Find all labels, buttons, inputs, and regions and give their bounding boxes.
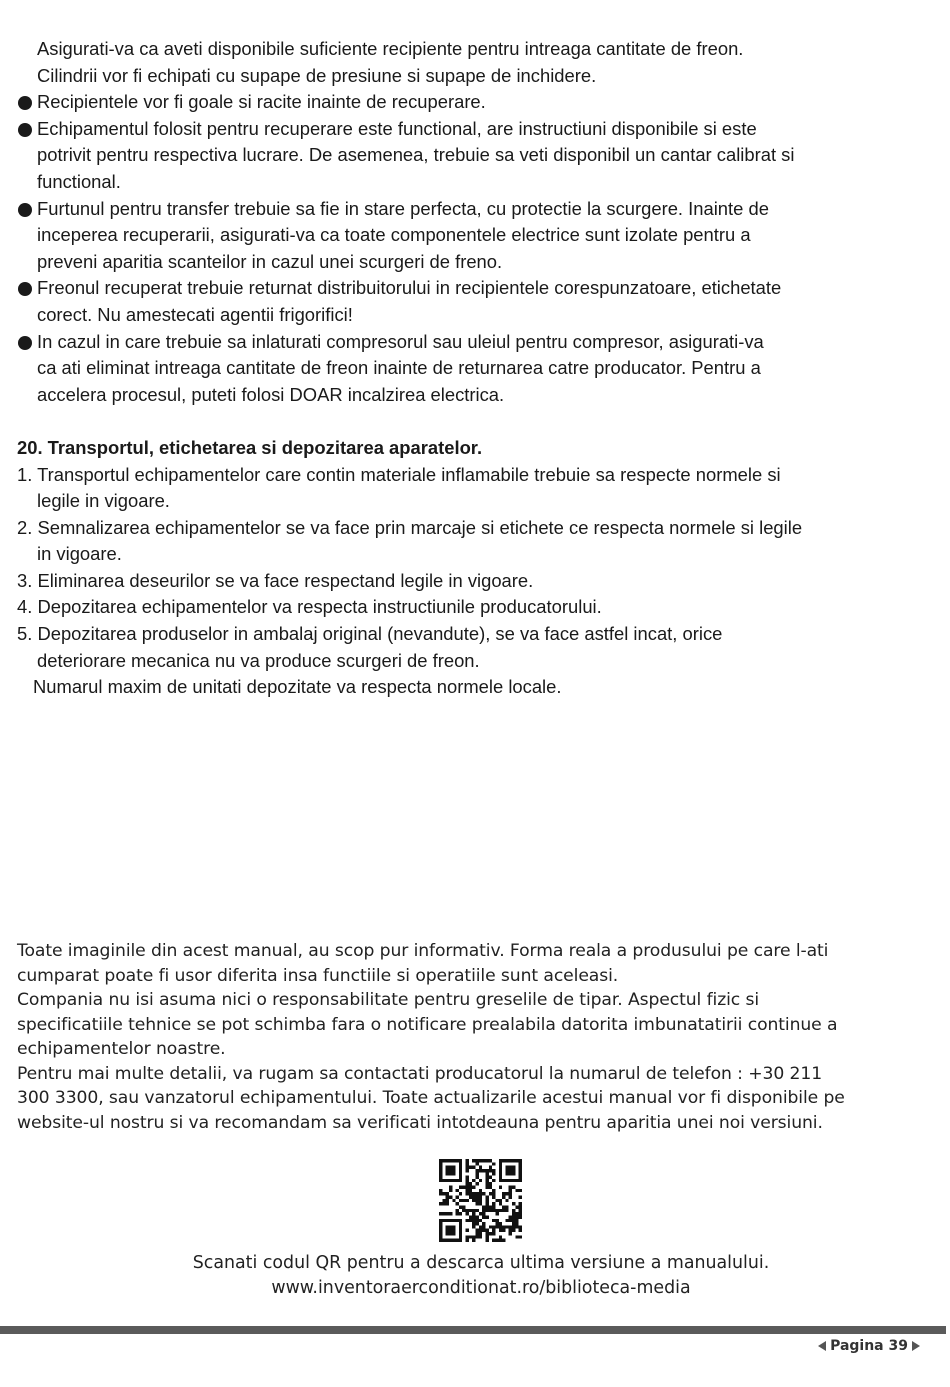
- intro-line: Asigurati-va ca aveti disponibile suficiente recipiente pentru intreaga cantitate de freon.: [37, 38, 744, 59]
- notice-line: cumparat poate fi usor diferita insa functiile si operatiile sunt aceleasi.: [17, 965, 619, 986]
- body-text: [17, 36, 927, 701]
- bullet-icon: [18, 203, 32, 217]
- qr-scan-text: Scanati codul QR pentru a descarca ultima versiune a manualului.: [192, 1253, 770, 1273]
- numbered-line: 1. Transportul echipamentelor care contin materiale inflamabile trebuie sa respecte normele si: [17, 463, 781, 485]
- bullet-item: [17, 116, 927, 196]
- bullet-line: preveni aparitia scanteilor in cazul unei scurgeri de freno.: [37, 250, 503, 272]
- bullet-line: In cazul in care trebuie sa inlaturati compresorul sau uleiul pentru compresor, asigurati-va: [37, 330, 764, 352]
- notice-line: Toate imaginile din acest manual, au scop pur informativ. Forma reala a produsului pe care l-ati: [17, 941, 829, 961]
- bullet-line: functional.: [37, 170, 121, 192]
- numbered-line: deteriorare mecanica nu va produce scurgeri de freon.: [37, 649, 480, 671]
- bullet-line: Furtunul pentru transfer trebuie sa fie in stare perfecta, cu protectie la scurgere. Inainte de: [37, 197, 769, 219]
- page-number: Pagina 39: [830, 1338, 908, 1354]
- intro-lines: [17, 36, 927, 89]
- numbered-item: [17, 594, 927, 621]
- notice-line: Pentru mai multe detalii, va rugam sa contactati producatorul la numarul de telefon : +30 211: [17, 1063, 823, 1084]
- qr-code-icon[interactable]: [439, 1159, 522, 1242]
- bullet-line: Recipientele vor fi goale si racite inainte de recuperare.: [37, 91, 486, 113]
- qr-url-link[interactable]: www.inventoraerconditionat.ro/biblioteca-media: [271, 1277, 691, 1298]
- previous-page-icon[interactable]: [818, 1341, 826, 1351]
- numbered-line: 4. Depozitarea echipamentelor va respecta instructiunile producatorului.: [17, 596, 602, 618]
- page-indicator: [818, 1336, 920, 1356]
- qr-caption: [0, 1251, 950, 1300]
- bullet-icon: [18, 336, 32, 350]
- next-page-icon[interactable]: [912, 1341, 920, 1351]
- disclaimer-notice: [17, 939, 947, 1135]
- numbered-item: [17, 568, 927, 595]
- bullet-item: [17, 196, 927, 276]
- bullet-line: Echipamentul folosit pentru recuperare este functional, are instructiuni disponibile si este: [37, 117, 757, 139]
- footer-rule: [0, 1326, 946, 1334]
- bullet-item: [17, 329, 927, 409]
- bullet-icon: [18, 282, 32, 296]
- intro-line: Cilindrii vor fi echipati cu supape de presiune si supape de inchidere.: [37, 64, 597, 86]
- numbered-line: 3. Eliminarea deseurilor se va face respectand legile in vigoare.: [17, 569, 534, 591]
- notice-line: website-ul nostru si va recomandam sa verificati intotdeauna pentru aparitia unei noi versiuni.: [17, 1112, 823, 1133]
- notice-line: Compania nu isi asuma nici o responsabilitate pentru greselile de tipar. Aspectul fizic si: [17, 990, 760, 1010]
- notice-line: echipamentelor noastre.: [17, 1039, 226, 1059]
- numbered-item: [17, 462, 927, 515]
- numbered-line: legile in vigoare.: [37, 490, 170, 512]
- notice-line: specificatiile tehnice se pot schimba fara o notificare prealabila datorita imbunatatirii continue a: [17, 1014, 838, 1035]
- section-heading: 20. Transportul, etichetarea si depozitarea aparatelor.: [17, 436, 483, 458]
- spacer: [17, 408, 927, 435]
- bullet-line: corect. Nu amestecati agentii frigorifici!: [37, 303, 353, 325]
- bullet-icon: [18, 123, 32, 137]
- numbered-line: 5. Depozitarea produselor in ambalaj original (nevandute), se va face astfel incat, orice: [17, 623, 723, 645]
- bullet-line: potrivit pentru respectiva lucrare. De asemenea, trebuie sa veti disponibil un cantar calibrat si: [37, 144, 795, 166]
- bullet-item: [17, 89, 927, 116]
- storage-note: Numarul maxim de unitati depozitate va respecta normele locale.: [33, 676, 562, 698]
- bullet-line: inceperea recuperarii, asigurati-va ca toate componentele electrice sunt izolate pentru a: [37, 224, 751, 246]
- bullet-line: accelera procesul, puteti folosi DOAR incalzirea electrica.: [37, 383, 505, 405]
- numbered-line: in vigoare.: [37, 543, 122, 565]
- numbered-item: [17, 515, 927, 568]
- bullet-line: Freonul recuperat trebuie returnat distribuitorului in recipientele corespunzatoare, etichetate: [37, 277, 782, 299]
- notice-line: 300 3300, sau vanzatorul echipamentului. Toate actualizarile acestui manual vor fi disponibile pe: [17, 1088, 845, 1108]
- bullet-line: ca ati eliminat intreaga cantitate de freon inainte de returnarea catre producator. Pentru a: [37, 357, 761, 379]
- bullet-item: [17, 275, 927, 328]
- numbered-item: [17, 621, 927, 674]
- numbered-line: 2. Semnalizarea echipamentelor se va face prin marcaje si etichete ce respecta normele si legile: [17, 516, 803, 538]
- bullet-icon: [18, 96, 32, 110]
